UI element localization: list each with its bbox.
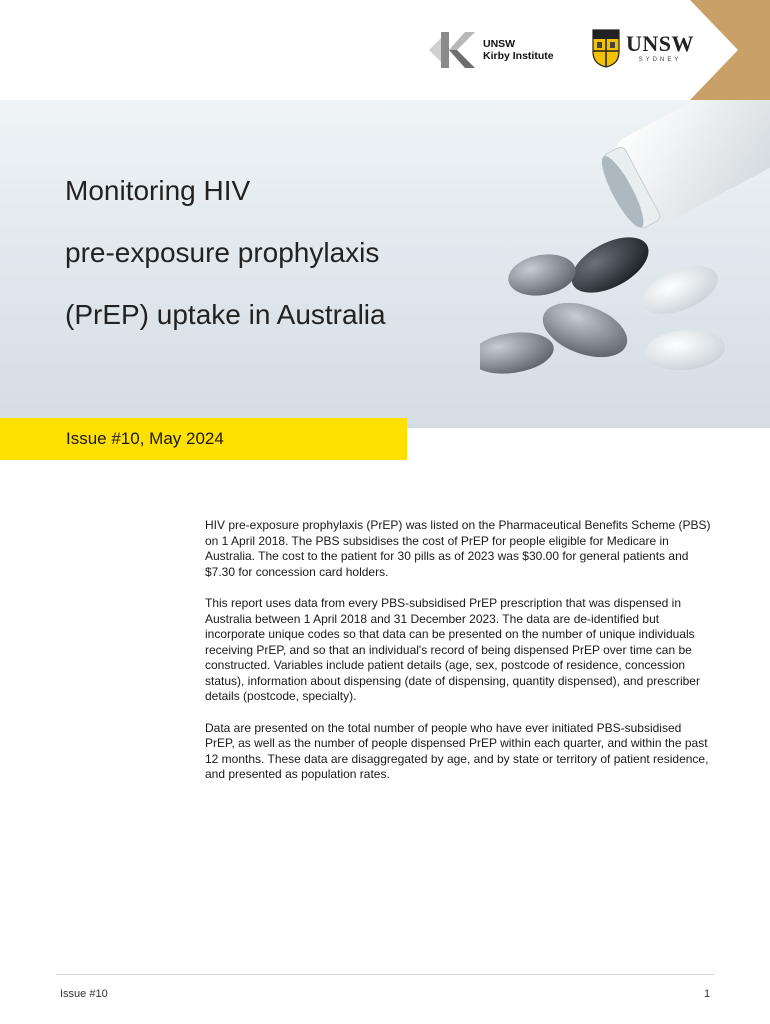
title-line-2: pre-exposure prophylaxis [65,237,380,268]
footer-divider [56,974,714,975]
unsw-crest-icon [592,28,620,68]
unsw-logo-sub: SYDNEY [638,57,682,63]
header-logo-bar [0,0,770,100]
kirby-k-icon [427,30,477,70]
page-number: 1 [704,988,711,1000]
report-title [65,160,386,346]
title-line-1: Monitoring HIV [65,175,251,206]
pill-bottle-image [480,100,770,428]
kirby-logo-line1: UNSW [483,38,516,50]
hero-banner [0,100,770,428]
intro-section [205,518,713,799]
unsw-sydney-logo [592,28,694,68]
issue-label: Issue #10, May 2024 [66,429,224,448]
intro-paragraph-3: Data are presented on the total number of people who have ever initiated PBS-subsidised PrEP, as well as the number of people dispensed PrEP within each quarter, and within the past 12 months. These data are disaggregated by age, and by state or territory of patient residence, and presented as population rates. [205,720,709,781]
corner-accent-shape [690,0,770,100]
kirby-logo-line2: Kirby Institute [483,50,554,62]
unsw-logo-name: UNSW [626,31,695,56]
footer-issue-label: Issue #10 [60,988,108,1000]
intro-paragraph-1: HIV pre-exposure prophylaxis (PrEP) was listed on the Pharmaceutical Benefits Scheme (PBS) on 1 April 2018. The PBS subsidises the cost of PrEP for people eligible for Medicare in Australia. The cost to the patient for 30 pills as of 2023 was $30.00 for general patients and $7.30 for concession card holders. [205,518,711,579]
title-line-3: (PrEP) uptake in Australia [65,299,386,330]
kirby-institute-logo [427,30,554,70]
intro-paragraph-2: This report uses data from every PBS-subsidised PrEP prescription that was dispensed in Australia between 1 April 2018 and 31 December 2023. The data are de-identified but incorporate unique codes so that data can be presented on the number of unique individuals receiving PrEP, and so that an individual's record of being dispensed PrEP over time can be constructed. Variables include patient details (age, sex, postcode of residence, concession status), information about dispensing (date of dispensing, quantity dispensed), and prescriber details (postcode, specialty). [205,596,700,703]
issue-band [0,418,407,460]
